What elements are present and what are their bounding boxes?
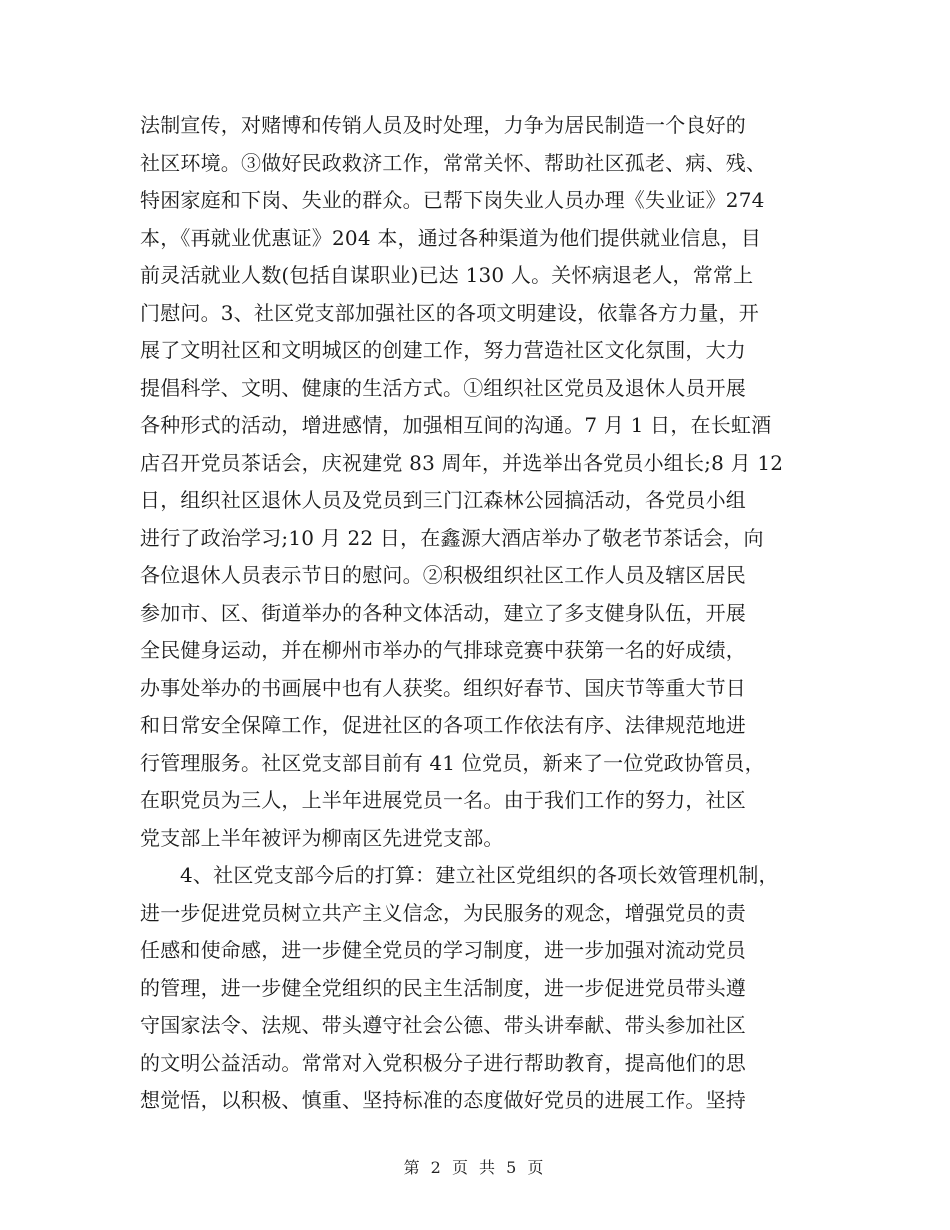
text-line: 参加市、区、街道举办的各种文体活动，建立了多支健身队伍，开展: [140, 600, 746, 625]
text-line: 提倡科学、文明、健康的生活方式。①组织社区党员及退休人员开展: [140, 375, 746, 400]
text-line: 的管理，进一步健全党组织的民主生活制度，进一步促进党员带头遵: [140, 975, 746, 1000]
text-line: 展了文明社区和文明城区的创建工作，努力营造社区文化氛围，大力: [140, 338, 746, 362]
text-line: 行管理服务。社区党支部目前有 41 位党员，新来了一位党政协管员，: [140, 750, 765, 775]
text-line: 店召开党员茶话会，庆祝建党 83 周年，并选举出各党员小组长;8 月 12: [140, 450, 784, 475]
text-line: 本，《再就业优惠证》204 本，通过各种渠道为他们提供就业信息，目: [140, 225, 762, 250]
text-line: 守国家法令、法规、带头遵守社会公德、带头讲奉献、带头参加社区: [140, 1013, 746, 1037]
text-line: 法制宣传，对赌博和传销人员及时处理，力争为居民制造一个良好的: [140, 113, 746, 137]
page-number-footer: 第 2 页 共 5 页: [403, 1158, 547, 1177]
text-line: 党支部上半年被评为柳南区先进党支部。: [140, 825, 504, 850]
text-line: 社区环境。③做好民政救济工作，常常关怀、帮助社区孤老、病、残、: [140, 150, 767, 175]
text-line: 日，组织社区退休人员及党员到三门江森林公园搞活动，各党员小组: [140, 488, 746, 512]
text-line: 的文明公益活动。常常对入党积极分子进行帮助教育，提高他们的思: [140, 1050, 746, 1075]
document-body: [140, 107, 830, 1120]
text-line: 全民健身运动，并在柳州市举办的气排球竞赛中获第一名的好成绩，: [140, 638, 746, 662]
text-line: 办事处举办的书画展中也有人获奖。组织好春节、国庆节等重大节日: [140, 675, 746, 700]
text-line: 进一步促进党员树立共产主义信念，为民服务的观念，增强党员的责: [140, 900, 746, 925]
text-line: 在职党员为三人，上半年进展党员一名。由于我们工作的努力，社区: [140, 788, 746, 812]
text-line: 前灵活就业人数(包括自谋职业)已达 130 人。关怀病退老人，常常上: [140, 263, 754, 287]
text-line: 特困家庭和下岗、失业的群众。已帮下岗失业人员办理《失业证》274: [140, 188, 765, 212]
text-line: 各位退休人员表示节日的慰问。②积极组织社区工作人员及辖区居民: [140, 563, 746, 587]
paragraph-start-line: 4、社区党支部今后的打算：建立社区党组织的各项长效管理机制，: [180, 863, 779, 887]
text-line: 各种形式的活动，增进感情，加强相互间的沟通。7 月 1 日，在长虹酒: [140, 413, 772, 437]
text-line: 任感和使命感，进一步健全党员的学习制度，进一步加强对流动党员: [140, 938, 746, 962]
text-line: 想觉悟，以积极、慎重、坚持标准的态度做好党员的进展工作。坚持: [140, 1088, 746, 1112]
text-line: 门慰问。3、社区党支部加强社区的各项文明建设，依靠各方力量，开: [140, 300, 759, 325]
text-line: 和日常安全保障工作，促进社区的各项工作依法有序、法律规范地进: [140, 713, 746, 737]
text-line: 进行了政治学习;10 月 22 日，在鑫源大酒店举办了敬老节茶话会，向: [140, 525, 764, 550]
